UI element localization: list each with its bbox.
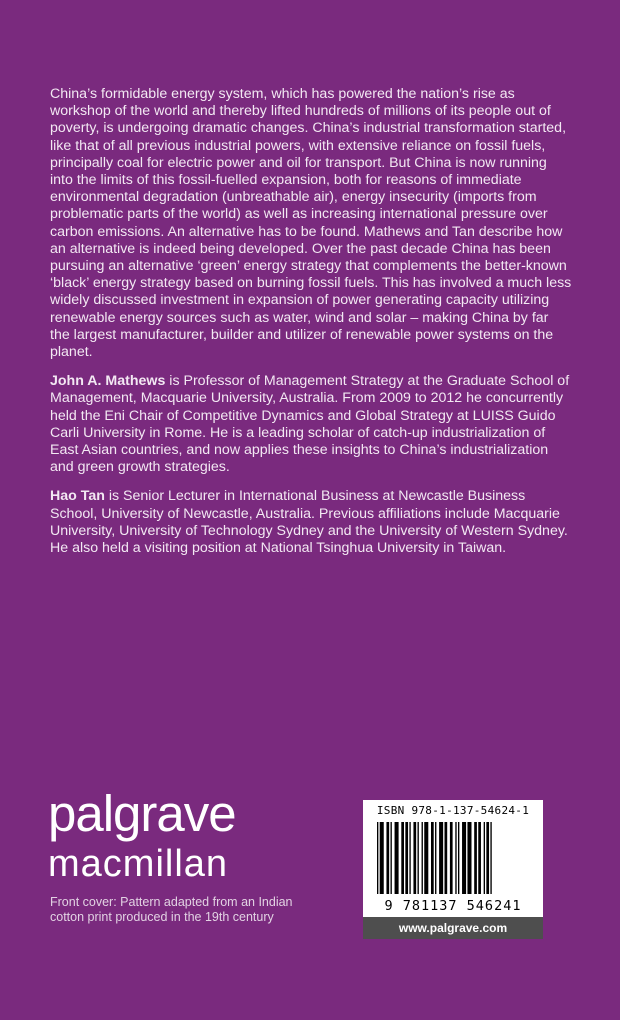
- barcode-bars-icon: [373, 822, 533, 898]
- barcode-bar: [391, 822, 392, 894]
- description-paragraph: China’s formidable energy system, which has powered the nation’s rise as workshop of the world and thereby lifted hundreds of millions of its people out of poverty, is undergoing dramatic changes. China’s industrial transformation started, like that of all previous industrial powers, with extensive reliance on fossil fuels, principally coal for electric power and oil for transport. But China is now running into the limits of this fossil-fuelled expansion, both for reasons of immediate environmental degradation (unbreathable air), energy insecurity (imports from problematic parts of the world) as well as increasing international pressure over carbon emissions. An alternative has to be found. Mathews and Tan describe how an alternative is indeed being developed. Over the past decade China has been pursuing an alternative ‘green’ energy strategy that complements the better-known ‘black’ energy strategy based on burning fossil fuels. This has involved a much less widely discussed investment in expansion of power generating capacity utilizing renewable energy sources such as water, wind and solar – making China by far the largest manufacturer, builder and utilizer of renewable power systems on the planet.: [50, 86, 572, 361]
- barcode-bar: [435, 822, 436, 894]
- author-bio-text-mathews: is Professor of Management Strategy at the Graduate School of Management, Macquarie University, Australia. From 2009 to 2012 he concurrently held the Eni Chair of Competitive Dynamics and Global Strategy at LUISS Guido Carli University in Rome. He is a leading scholar of catch-up industrialization of East Asian countries, and now applies these insights to China’s industrialization and green growth strategies.: [50, 373, 570, 476]
- publisher-logo-line1: palgrave: [48, 785, 236, 842]
- barcode-bar: [422, 822, 423, 894]
- website-link[interactable]: www.palgrave.com: [363, 917, 543, 939]
- barcode-bar: [424, 822, 428, 894]
- back-cover-blurb: [50, 86, 572, 569]
- barcode-bar: [474, 822, 477, 894]
- cover-credit: Front cover: Pattern adapted from an Indian cotton print produced in the 19th century: [50, 895, 293, 924]
- author-bio-mathews: [50, 373, 572, 476]
- barcode-bar: [484, 822, 485, 894]
- author-name-tan: Hao Tan: [50, 488, 105, 505]
- barcode-bar: [445, 822, 448, 894]
- ean-digits: 9 781137 546241: [384, 898, 522, 914]
- barcode-bar: [478, 822, 481, 894]
- barcode-bar: [418, 822, 419, 894]
- barcode-bar: [486, 822, 489, 894]
- barcode-bar: [386, 822, 389, 894]
- isbn-label: ISBN 978-1-137-54624-1: [376, 804, 530, 817]
- barcode-bar: [439, 822, 443, 894]
- barcode-bar: [450, 822, 453, 894]
- barcode-bar: [377, 822, 378, 894]
- publisher-logo: [48, 785, 236, 885]
- barcode-bar: [490, 822, 491, 894]
- barcode-bar: [462, 822, 466, 894]
- barcode-bar: [458, 822, 459, 894]
- barcode-bar: [405, 822, 408, 894]
- isbn-barcode: [363, 800, 543, 917]
- author-bio-text-tan: is Senior Lecturer in International Business at Newcastle Business School, University of Newcastle, Australia. Previous affiliations include Macquarie University, University of Technology Sydney and the University of Western Sydney. He also held a visiting position at National Tsinghua University in Taiwan.: [50, 488, 568, 557]
- barcode-bar: [431, 822, 434, 894]
- author-name-mathews: John A. Mathews: [50, 373, 166, 390]
- barcode-bar: [413, 822, 416, 894]
- barcode-bar: [467, 822, 471, 894]
- barcode-bar: [401, 822, 404, 894]
- barcode-bar: [380, 822, 384, 894]
- barcode-bar: [455, 822, 456, 894]
- author-bio-tan: [50, 488, 572, 557]
- barcode-bar: [395, 822, 399, 894]
- barcode-bar: [409, 822, 410, 894]
- publisher-logo-line2: macmillan: [48, 843, 229, 885]
